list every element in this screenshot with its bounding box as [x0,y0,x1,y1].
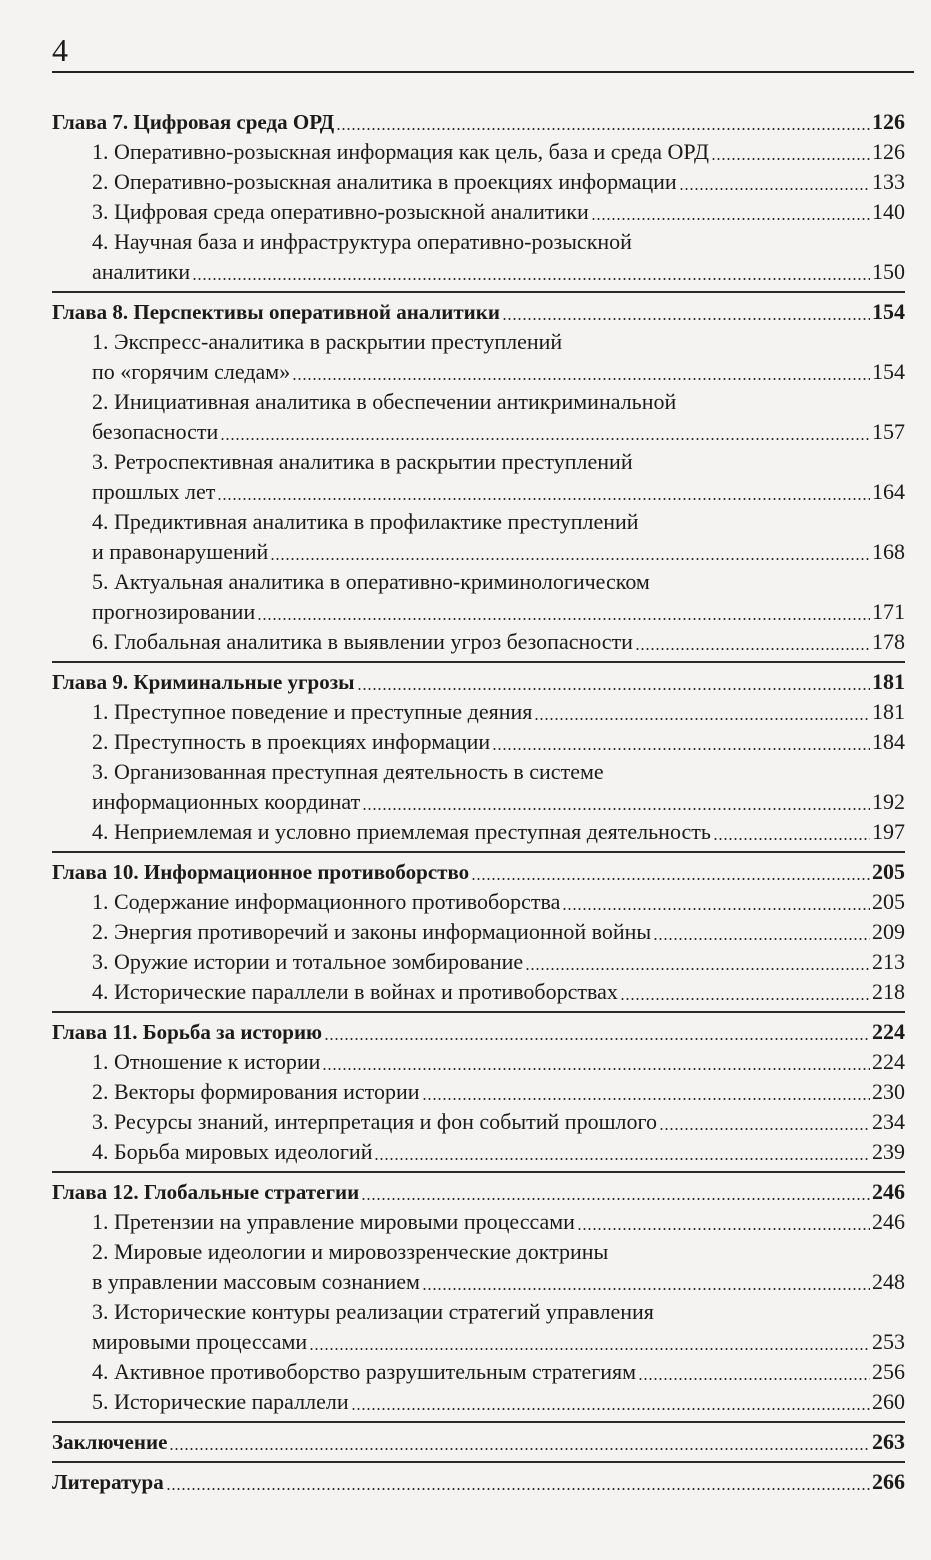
dot-leader [322,1068,870,1070]
toc-title: 4. Активное противоборство разрушительным стратегиям [92,1359,637,1384]
toc-title: Литература [52,1470,164,1494]
section-divider [52,1171,905,1173]
toc-page: 192 [872,789,905,814]
toc-page: 253 [872,1329,905,1354]
toc-section[interactable] [52,697,905,727]
toc-page: 224 [872,1049,905,1074]
toc-page: 154 [872,359,905,384]
toc-page: 150 [872,259,905,284]
toc-conclusion[interactable] [52,1427,905,1457]
toc-title: Глава 10. Информационное противоборство [52,860,470,884]
dot-leader [324,1038,870,1040]
toc-section[interactable] [52,1327,905,1357]
toc-title: по «горячим следам» [92,359,291,384]
toc-title: Глава 12. Глобальные стратегии [52,1180,360,1204]
toc-page: 230 [872,1079,905,1104]
toc-section[interactable] [52,257,905,287]
toc-page: 213 [872,949,905,974]
dot-leader [502,318,870,320]
toc-section-line1[interactable]: 3. Организованная преступная деятельность в системе [92,759,604,784]
section-divider [52,291,905,293]
toc-title: прогнозировании [92,599,256,624]
toc-title: Заключение [52,1430,168,1454]
toc-title: Глава 9. Криминальные угрозы [52,670,355,694]
toc-page: 209 [872,919,905,944]
section-divider [52,1461,905,1463]
table-of-contents [52,107,905,1497]
dot-leader [336,128,870,130]
toc-title: в управлении массовым сознанием [92,1269,420,1294]
toc-page: 246 [872,1209,905,1234]
toc-section[interactable] [52,167,905,197]
toc-section-line1[interactable]: 2. Мировые идеологии и мировоззренческие доктрины [92,1239,609,1264]
toc-section[interactable] [52,537,905,567]
dot-leader [653,938,870,940]
toc-section-line1[interactable]: 2. Инициативная аналитика в обеспечении антикриминальной [92,389,677,414]
toc-page: 133 [872,169,905,194]
toc-section[interactable] [52,417,905,447]
dot-leader [309,1348,870,1350]
toc-title: Глава 11. Борьба за историю [52,1020,323,1044]
dot-leader [169,1448,870,1450]
toc-title: 4. Борьба мировых идеологий [92,1139,373,1164]
toc-section[interactable] [52,1137,905,1167]
toc-section[interactable] [52,1357,905,1387]
toc-page: 178 [872,629,905,654]
toc-page: 126 [872,109,905,134]
toc-page: 248 [872,1269,905,1294]
dot-leader [492,748,870,750]
toc-section[interactable] [52,1207,905,1237]
dot-leader [351,1408,870,1410]
toc-section-line1[interactable]: 4. Научная база и инфраструктура оперативно-розыскной [92,229,632,254]
toc-section[interactable] [52,817,905,847]
toc-section-line1[interactable]: 5. Актуальная аналитика в оперативно-криминологическом [92,569,650,594]
toc-page: 246 [872,1179,905,1204]
section-divider [52,851,905,853]
toc-title: 2. Векторы формирования истории [92,1079,420,1104]
toc-title: 1. Содержание информационного противоборства [92,889,561,914]
toc-page: 263 [872,1429,905,1454]
toc-section[interactable] [52,947,905,977]
toc-section[interactable] [52,1077,905,1107]
toc-title: 1. Отношение к истории [92,1049,321,1074]
toc-section-line1[interactable]: 4. Предиктивная аналитика в профилактике преступлений [92,509,639,534]
dot-leader [166,1488,870,1490]
dot-leader [679,188,870,190]
toc-section[interactable] [52,1267,905,1297]
dot-leader [217,498,870,500]
dot-leader [711,158,870,160]
toc-title: 2. Оперативно-розыскная аналитика в проекциях информации [92,169,677,194]
toc-page: 140 [872,199,905,224]
toc-title: 3. Ресурсы знаний, интерпретация и фон событий прошлого [92,1109,657,1134]
toc-page: 256 [872,1359,905,1384]
dot-leader [257,618,870,620]
toc-title: прошлых лет [92,479,216,504]
dot-leader [292,378,870,380]
toc-title: 3. Оружие истории и тотальное зомбирование [92,949,524,974]
toc-page: 164 [872,479,905,504]
toc-page: 154 [872,299,905,324]
toc-title: информационных координат [92,789,361,814]
dot-leader [635,648,870,650]
header-rule [52,71,914,73]
toc-page: 181 [872,669,905,694]
dot-leader [220,438,870,440]
toc-section[interactable] [52,597,905,627]
toc-page: 234 [872,1109,905,1134]
dot-leader [562,908,870,910]
toc-section[interactable] [52,477,905,507]
dot-leader [361,1198,870,1200]
toc-title: 1. Преступное поведение и преступные деяния [92,699,533,724]
toc-chapter-12[interactable] [52,1177,905,1207]
toc-section[interactable] [52,197,905,227]
dot-leader [192,278,870,280]
toc-title: мировыми процессами [92,1329,308,1354]
dot-leader [638,1378,870,1380]
toc-title: 6. Глобальная аналитика в выявлении угроз безопасности [92,629,633,654]
dot-leader [471,878,870,880]
toc-section-line1[interactable]: 1. Экспресс-аналитика в раскрытии преступлений [92,329,563,354]
dot-leader [620,998,870,1000]
section-divider [52,1011,905,1013]
toc-section[interactable] [52,917,905,947]
toc-title: 4. Исторические параллели в войнах и противоборствах [92,979,618,1004]
toc-section[interactable] [52,137,905,167]
dot-leader [270,558,870,560]
dot-leader [525,968,870,970]
toc-chapter-7[interactable] [52,107,905,137]
toc-section-line1[interactable]: 3. Исторические контуры реализации стратегий управления [92,1299,654,1324]
dot-leader [357,688,870,690]
toc-page: 168 [872,539,905,564]
dot-leader [659,1128,870,1130]
toc-title: и правонарушений [92,539,269,564]
toc-page: 266 [872,1469,905,1494]
toc-page: 184 [872,729,905,754]
section-divider [52,1421,905,1423]
toc-title: безопасности [92,419,219,444]
toc-title: 4. Неприемлемая и условно приемлемая преступная деятельность [92,819,711,844]
dot-leader [591,218,870,220]
toc-page: 157 [872,419,905,444]
toc-chapter-10[interactable] [52,857,905,887]
toc-chapter-8[interactable] [52,297,905,327]
toc-title: 2. Энергия противоречий и законы информационной войны [92,919,652,944]
section-divider [52,661,905,663]
toc-page: 218 [872,979,905,1004]
toc-page: 224 [872,1019,905,1044]
toc-section-line1[interactable]: 3. Ретроспективная аналитика в раскрытии преступлений [92,449,633,474]
toc-chapter-11[interactable] [52,1017,905,1047]
toc-page: 260 [872,1389,905,1414]
dot-leader [422,1098,871,1100]
dot-leader [374,1158,870,1160]
page-number: 4 [52,32,68,68]
toc-chapter-9[interactable] [52,667,905,697]
dot-leader [534,718,870,720]
toc-section[interactable] [52,787,905,817]
dot-leader [422,1288,870,1290]
toc-section[interactable] [52,357,905,387]
dot-leader [362,808,870,810]
toc-section[interactable] [52,1107,905,1137]
toc-literature[interactable] [52,1467,905,1497]
toc-section[interactable] [52,887,905,917]
toc-page: 171 [872,599,905,624]
toc-section[interactable] [52,627,905,657]
toc-title: Глава 8. Перспективы оперативной аналитики [52,300,500,324]
toc-section[interactable] [52,1387,905,1417]
toc-section[interactable] [52,1047,905,1077]
toc-title: аналитики [92,259,191,284]
toc-title: 3. Цифровая среда оперативно-розыскной аналитики [92,199,589,224]
toc-page: 205 [872,889,905,914]
toc-page: 205 [872,859,905,884]
toc-title: 1. Претензии на управление мировыми процессами [92,1209,575,1234]
toc-title: Глава 7. Цифровая среда ОРД [52,110,335,134]
toc-title: 1. Оперативно-розыскная информация как цель, база и среда ОРД [92,139,709,164]
dot-leader [577,1228,870,1230]
toc-title: 2. Преступность в проекциях информации [92,729,491,754]
toc-page: 126 [872,139,905,164]
dot-leader [713,838,870,840]
toc-page: 181 [872,699,905,724]
toc-title: 5. Исторические параллели [92,1389,349,1414]
toc-page: 197 [872,819,905,844]
toc-page: 239 [872,1139,905,1164]
toc-section[interactable] [52,977,905,1007]
toc-section[interactable] [52,727,905,757]
